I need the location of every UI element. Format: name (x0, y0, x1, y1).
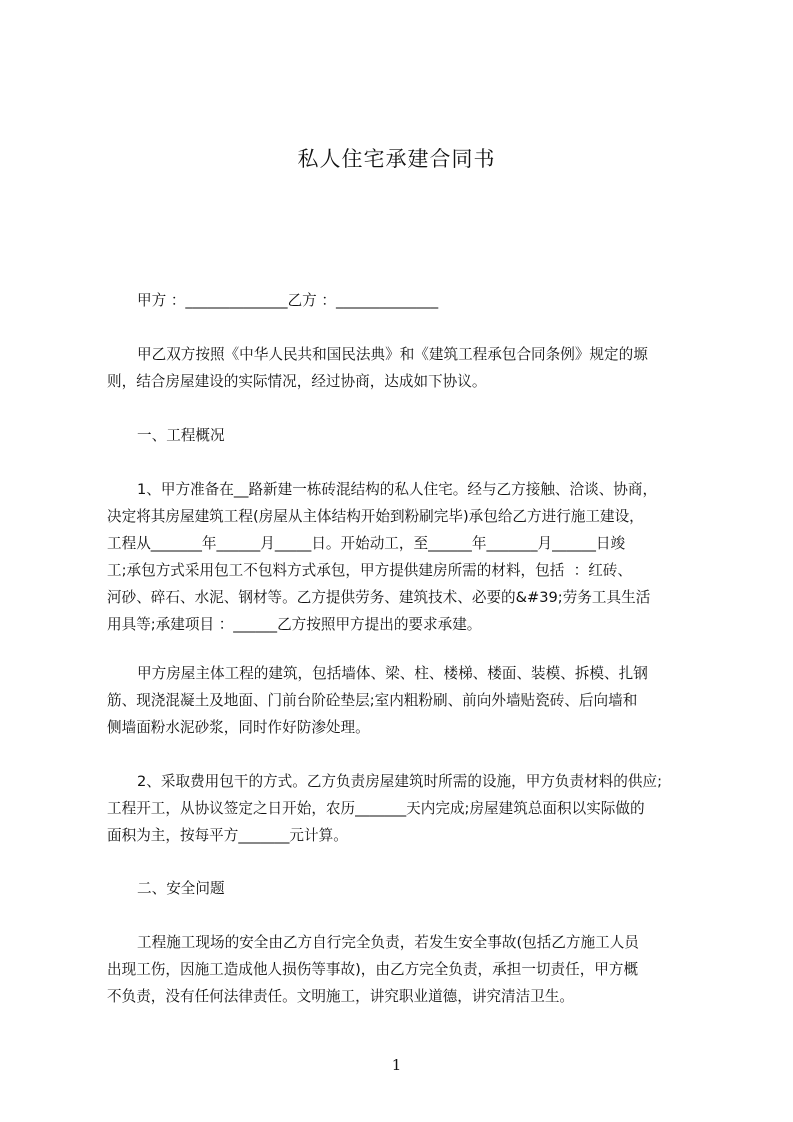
s1-p2-line-3: 侧墙面粉水泥砂浆，同时作好防渗处理。 (107, 719, 370, 736)
s1-p2-line-2: 筋、现浇混凝土及地面、门前台阶砼垫层;室内粗粉刷、前向外墙贴瓷砖、后向墙和 (107, 692, 638, 709)
s1-p1-line-6: 用具等;承建项目 ：______乙方按照甲方提出的要求承建。 (107, 616, 482, 633)
intro-line-1: 甲乙双方按照《中华人民共和国民法典》和《建筑工程承包合同条例》规定的塬 (137, 346, 648, 363)
s2-p1-line-3: 不负责，没有任何法律责任。文明施工，讲究职业道德，讲究清洁卫生。 (107, 988, 575, 1005)
section-1-heading: 一、工程概况 (137, 427, 225, 444)
s1-p3-line-3: 面积为主，按每平方_______元计算。 (107, 827, 348, 844)
s1-p3-line-2: 工程开工，从协议签定之日开始，农历_______天内完成;房屋建筑总面积以实际做的 (107, 800, 645, 817)
parties-line: 甲方 ：______________乙方 ：______________ (137, 292, 439, 309)
s1-p3-line-1: 2、采取费用包干的方式。乙方负责房屋建筑时所需的设施，甲方负责材料的供应; (137, 773, 662, 790)
page-number: 1 (391, 1056, 402, 1074)
s1-p1-line-4: 工;承包方式采用包工不包料方式承包，甲方提供建房所需的材料，包括 ：红砖、 (107, 562, 632, 579)
s1-p1-line-2: 决定将其房屋建筑工程(房屋从主体结构开始到粉刷完毕)承包给乙方进行施工建设， (107, 508, 644, 525)
intro-line-2: 则，结合房屋建设的实际情况，经过协商，达成如下协议。 (107, 373, 487, 390)
s1-p1-line-5: 河砂、碎石、水泥、钢材等。乙方提供劳务、建筑技术、必要的&#39;劳务工具生活 (107, 589, 651, 606)
section-2-heading: 二、安全问题 (137, 880, 225, 897)
document-title: 私人住宅承建合同书 (297, 147, 496, 171)
s1-p2-line-1: 甲方房屋主体工程的建筑，包括墙体、梁、柱、楼梯、楼面、装模、拆模、扎钢 (137, 665, 648, 682)
s2-p1-line-2: 出现工伤，因施工造成他人损伤等事故)，由乙方完全负责，承担一切责任，甲方概 (107, 961, 639, 978)
s1-p1-line-3: 工程从_______年______月_____日。开始动工，至______年_______月______日竣 (107, 535, 626, 552)
s2-p1-line-1: 工程施工现场的安全由乙方自行完全负责，若发生安全事故(包括乙方施工人员 (137, 934, 639, 951)
s1-p1-line-1: 1、甲方准备在__路新建一栋砖混结构的私人住宅。经与乙方接触、洽谈、协商， (137, 481, 658, 498)
